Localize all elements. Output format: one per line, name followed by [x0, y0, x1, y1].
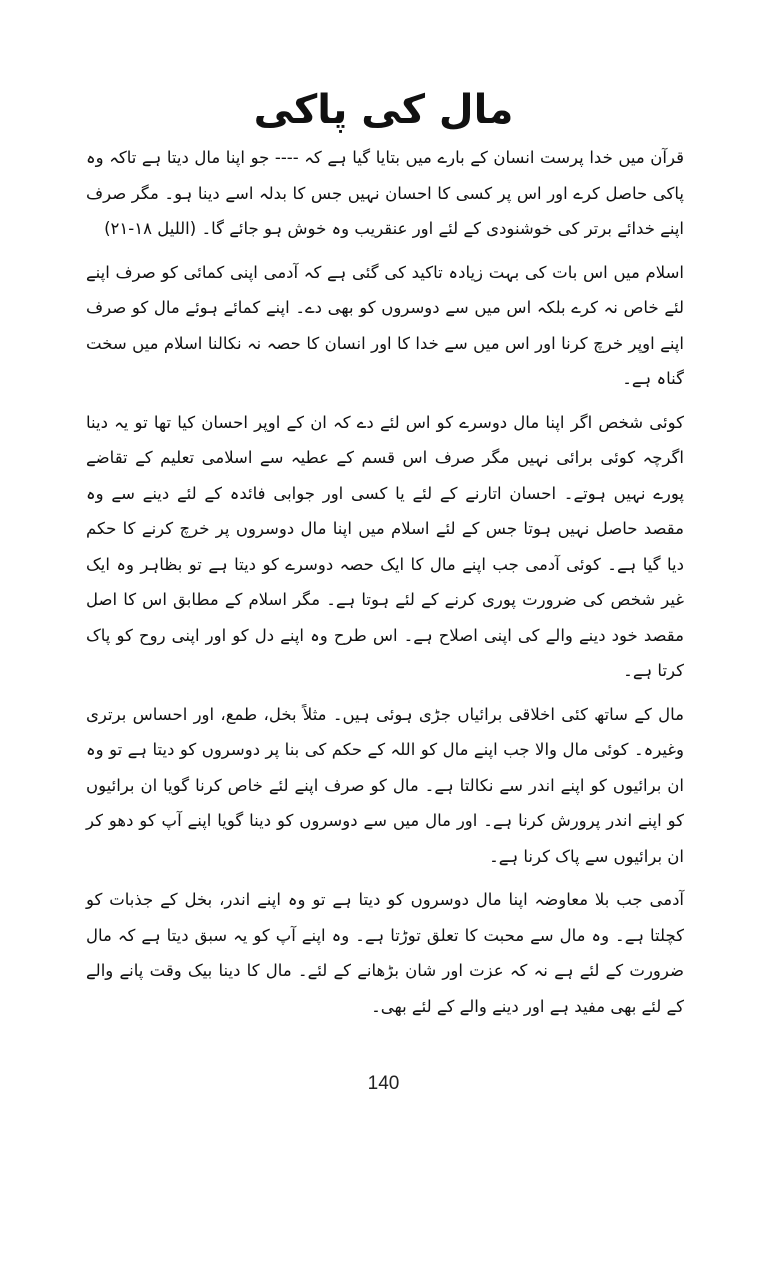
paragraph-4: مال کے ساتھ کئی اخلاقی برائیاں جڑی ہوئی ہیں۔ مثلاً بخل، طمع، اور احساس برتری وغیرہ۔ کوئی مال والا جب اپنے مال کو اللہ کے حکم کی بنا پر دوسروں کو دیتا ہے تو وہ ان برائیوں کو اپنے اندر سے نکالتا ہے۔ مال کو صرف اپنے لئے خاص کرنا گویا ان برائیوں کو اپنے اندر پرورش کرنا ہے۔ اور مال میں سے دوسروں کو دینا گویا اپنے آپ کو دھو کر ان برائیوں سے پاک کرنا ہے۔: [86, 704, 684, 866]
paragraph-3: کوئی شخص اگر اپنا مال دوسرے کو اس لئے دے کہ ان کے اوپر احسان کیا تھا تو یہ دینا اگرچہ کوئی برائی نہیں مگر صرف اس قسم کے عطیہ سے اسلامی تعلیم کے تقاضے پورے نہیں ہوتے۔ احسان اتارنے کے لئے یا کسی اور جوابی فائدہ کے لئے دینے سے وہ مقصد حاصل نہیں ہوتا جس کے لئے اسلام میں اپنا مال دوسروں پر خرچ کرنے کا حکم دیا گیا ہے۔ کوئی آدمی جب اپنے مال کا ایک حصہ دوسرے کو دیتا ہے تو بظاہر وہ ایک غیر شخص کی ضرورت پوری کرنے کے لئے ہوتا ہے۔ مگر اسلام کے مطابق اس کا اصل مقصد خود دینے والے کی اپنی اصلاح ہے۔ اس طرح وہ اپنے دل کو اور اپنی روح کو پاک کرتا ہے۔: [86, 412, 684, 680]
paragraph-5: آدمی جب بلا معاوضہ اپنا مال دوسروں کو دیتا ہے تو وہ اپنے اندر، بخل کے جذبات کو کچلتا ہے۔ وہ مال سے محبت کا تعلق توڑتا ہے۔ وہ اپنے آپ کو یہ سبق دیتا ہے کہ مال ضرورت کے لئے ہے نہ کہ عزت اور شان بڑھانے کے لئے۔ مال کا دینا بیک وقت پانے والے کے لئے بھی مفید ہے اور دینے والے کے لئے بھی۔: [86, 890, 684, 1016]
article-body: [86, 140, 684, 1032]
paragraph-2: اسلام میں اس بات کی بہت زیادہ تاکید کی گئی ہے کہ آدمی اپنی کمائی کو صرف اپنے لئے خاص نہ کرے بلکہ اس میں سے دوسروں کو بھی دے۔ اپنے کمائے ہوئے مال کو صرف اپنے اوپر خرچ کرنا اور اس میں سے خدا کا اور انسان کا حصہ نہ نکالنا اسلام میں سخت گناہ ہے۔: [86, 262, 684, 388]
page-number: 140: [367, 1073, 400, 1094]
paragraph-1: قرآن میں خدا پرست انسان کے بارے میں بتایا گیا ہے کہ ---- جو اپنا مال دیتا ہے تاکہ وہ پاکی حاصل کرے اور اس پر کسی کا احسان نہیں جس کا بدلہ اسے دینا ہو۔ مگر صرف اپنے خدائے برتر کی خوشنودی کے لئے اور عنقریب وہ خوش ہو جائے گا۔ (اللیل ۱۸-۲۱): [86, 148, 684, 238]
page-title: مال کی پاکی: [253, 87, 514, 133]
